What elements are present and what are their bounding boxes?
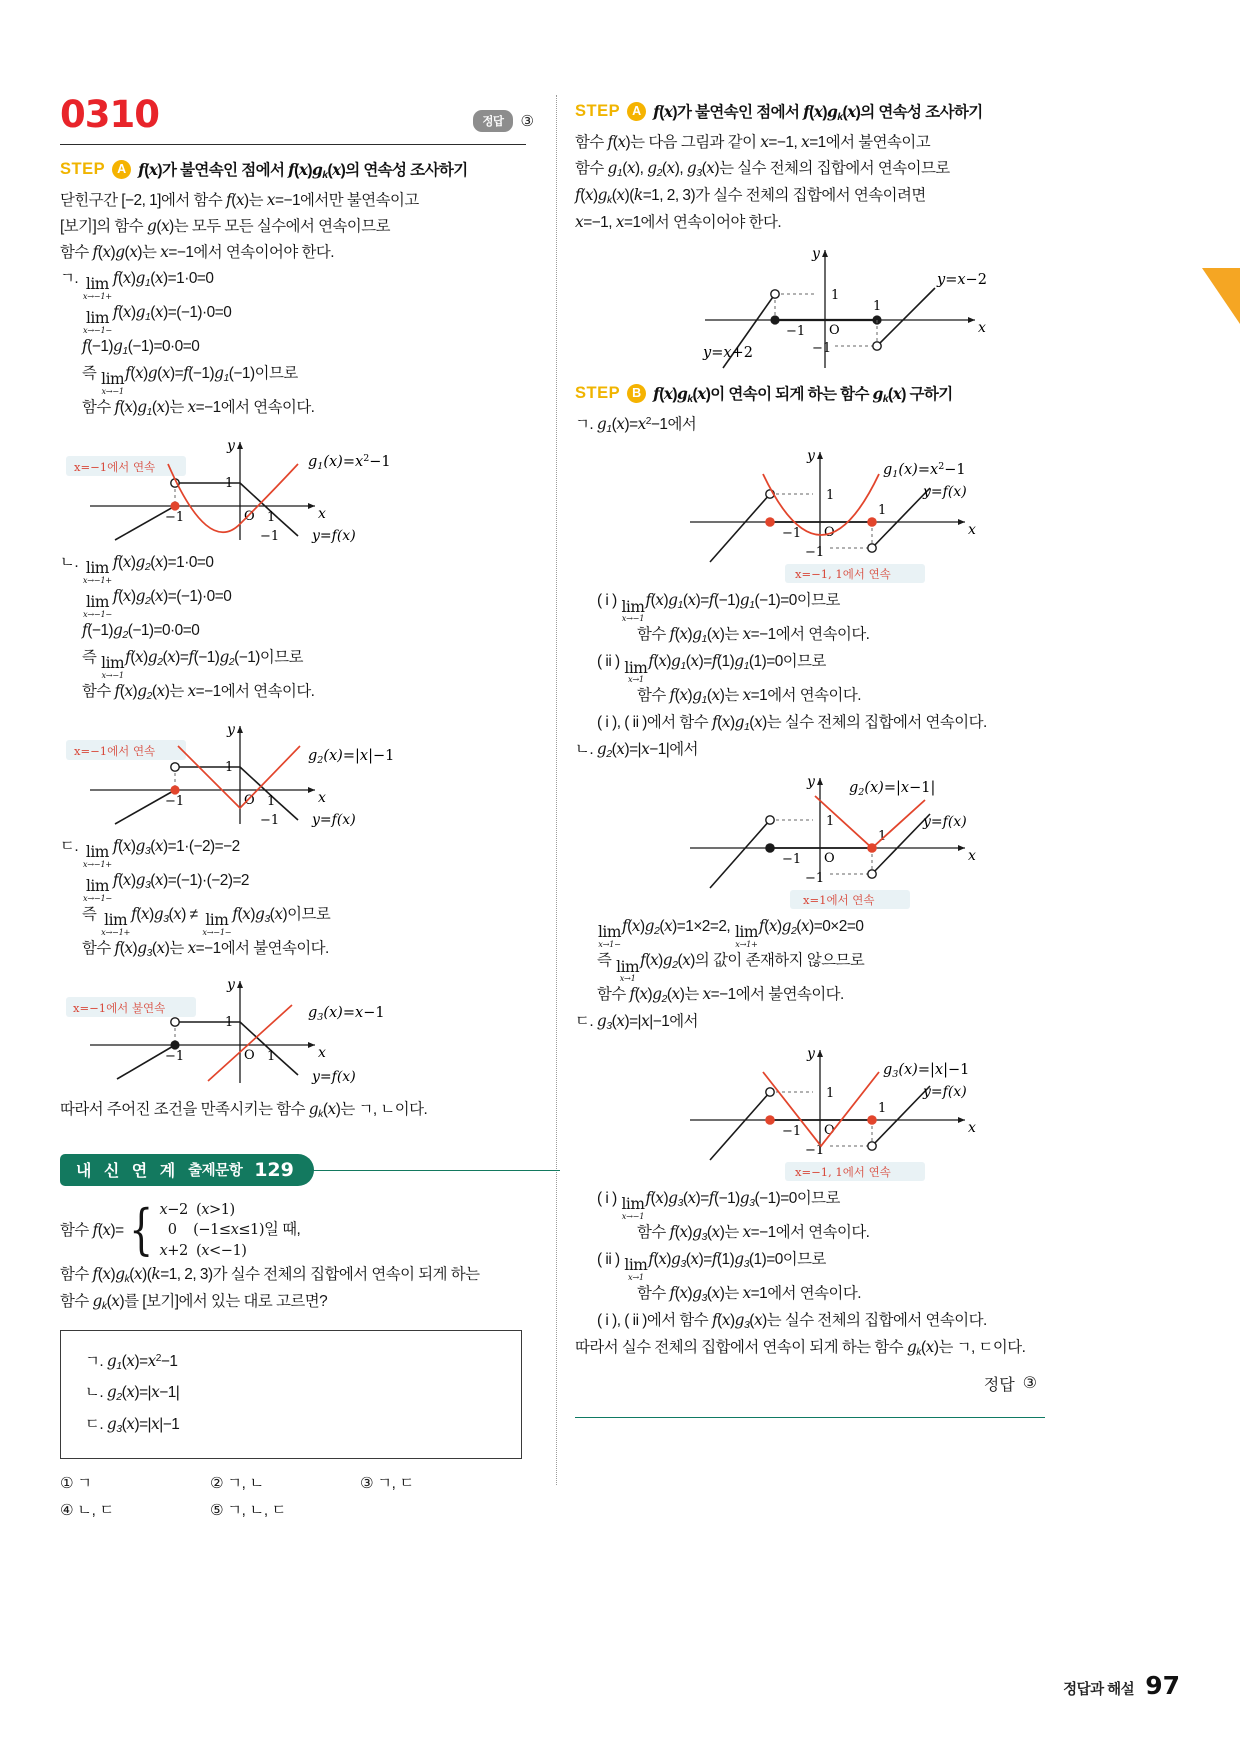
left-g3-line-4: 함수 $f(x)g_3(x)$는 x=−1에서 불연속이다.	[82, 938, 329, 959]
x-axis-label: x	[968, 522, 976, 539]
box-item-2: ㄴ. $g_2(x)=|x-1|$	[85, 1383, 180, 1404]
page-number: 97	[1145, 1671, 1180, 1700]
graph-right-g1	[635, 444, 1105, 584]
curve-label-g3: $g_3(x)=x-1$	[308, 1004, 385, 1023]
right-intro-2: 함수 $g_1(x)$, $g_2(x)$, $g_3(x)$는 실수 전체의 집합에서 연속이므로	[575, 158, 950, 179]
origin-label: O	[824, 1122, 835, 1138]
box-item-3: ㄷ. $g_3(x)=|x|-1$	[85, 1415, 180, 1436]
tick-1-x: 1	[878, 1100, 887, 1116]
f-label-g2: y=f(x)	[312, 811, 356, 828]
right-intro-4: x=−1, x=1에서 연속이어야 한다.	[575, 212, 782, 231]
callout-text: x=−1, 1에서 연속	[795, 567, 891, 582]
right-intro-1: 함수 f(x)는 다음 그림과 같이 x=−1, x=1에서 불연속이고	[575, 132, 931, 151]
left-g2-line-3: $f(-1)g_2(-1)=0\cdot 0=0$	[82, 620, 200, 641]
step-word: STEP	[575, 101, 621, 120]
tick-1-x: 1	[878, 829, 887, 845]
footer-label: 정답과 해설	[1063, 1682, 1135, 1698]
left-g2-line-2: lim x→−1− $f(x)g_2(x)=(-1)\cdot 0=0$	[83, 586, 232, 619]
step-word: STEP	[575, 383, 621, 402]
step-a-right	[575, 100, 1055, 123]
choice-3[interactable]: ③ ㄱ, ㄷ	[360, 1475, 414, 1493]
choice-5[interactable]: ⑤ ㄱ, ㄴ, ㄷ	[210, 1502, 287, 1520]
tick-neg1-left: −1	[165, 793, 185, 809]
right-g3-item-2: 함수 $f(x)g_3(x)$는 x=−1에서 연속이다.	[637, 1222, 870, 1243]
choice-2[interactable]: ② ㄱ, ㄴ	[210, 1475, 264, 1493]
tick-neg1-x: −1	[782, 1123, 802, 1139]
question-number: 0310	[60, 93, 159, 136]
question-header	[60, 93, 560, 142]
right-g1-item-2: 함수 $f(x)g_1(x)$는 x=−1에서 연속이다.	[637, 625, 870, 646]
related-problem	[60, 1200, 560, 1521]
left-g1-line-2: lim x→−1− $f(x)g_1(x)=(-1)\cdot 0=0$	[83, 302, 232, 335]
tick-1-left: 1	[225, 1014, 234, 1030]
x-axis-label: x	[318, 505, 326, 522]
y-axis-label: y	[227, 721, 235, 738]
problem-line-2: 함수 $f(x)g_k(x)(k=1$, 2, 3)가 실수 전체의 집합에서 연속이 되게 하는	[60, 1264, 480, 1285]
callout-text: x=1에서 연속	[803, 893, 875, 908]
step-bubble-b: B	[627, 384, 646, 403]
step-b-right	[575, 382, 1055, 405]
graph-left-g3	[60, 969, 460, 1089]
left-intro-3: 함수 f(x)g(x)는 x=−1에서 연속이어야 한다.	[60, 242, 335, 261]
banner-number: 129	[254, 1158, 294, 1181]
tick-1-y: 1	[826, 814, 835, 830]
left-g1-line-5: 함수 $f(x)g_1(x)$는 x=−1에서 연속이다.	[82, 397, 315, 418]
right-g2-item-2: 즉 lim x→1 $f(x)g_2(x)$의 값이 존재하지 않으므로	[597, 951, 865, 983]
curve-label-g1: $g_1(x)=x^2-1$	[308, 452, 391, 472]
tick-1-y: 1	[826, 1085, 835, 1101]
tick-1-x: 1	[873, 298, 882, 314]
graph-right-g3	[635, 1042, 1105, 1182]
right-g3-heading: ㄷ. $g_3(x)=|x|-1$에서	[575, 1012, 699, 1032]
callout-text: x=−1에서 연속	[74, 459, 156, 474]
x-axis-label: x	[968, 848, 976, 865]
origin-label: O	[244, 1047, 255, 1063]
origin-label: O	[824, 525, 835, 541]
origin-label: O	[244, 792, 255, 808]
curve-label-g2: $g_2(x)=|x-1|$	[849, 780, 936, 799]
problem-line-3: 함수 $g_k(x)$를 [보기]에서 있는 대로 고르면?	[60, 1291, 328, 1312]
f-label-g1: y=f(x)	[312, 527, 356, 544]
x-axis-label: x	[978, 319, 986, 336]
tick-neg1-y: −1	[805, 1142, 825, 1158]
x-axis-label: x	[318, 1044, 326, 1061]
tick-1-x: 1	[878, 503, 887, 519]
left-g2-line-4: 즉 lim x→−1 $f(x)g_2(x)=f(-1)g_2(-1)$이므로	[82, 647, 304, 680]
tick-1-right: 1	[267, 1048, 276, 1064]
right-g3-item-1: ( i ) lim x→−1 $f(x)g_3(x)=f(-1)g_3(-1)=0$이므로	[597, 1188, 840, 1221]
f-label-g3: y=f(x)	[923, 1083, 967, 1100]
left-intro-2: [보기]의 함수 g(x)는 모두 모든 실수에서 연속이므로	[60, 216, 391, 235]
label-y-x-minus-2: y=x−2	[937, 271, 987, 288]
related-problem-banner	[60, 1154, 560, 1190]
tick-neg1-x: −1	[782, 526, 802, 542]
right-g2-item-1: lim x→1− $f(x)g_2(x)=1\times 2=2$, lim x→1+ $f(x)g_2(x)=0\times 2=0$	[598, 917, 864, 949]
right-conclusion: 따라서 실수 전체의 집합에서 연속이 되게 하는 함수 $g_k(x)$는 ㄱ, ㄷ이다.	[575, 1337, 1026, 1358]
step-word: STEP	[60, 159, 106, 178]
y-axis-label: y	[227, 437, 235, 454]
right-intro-3: $f(x)g_k(x)(k=1$, 2, 3)가 실수 전체의 집합에서 연속이려면	[575, 185, 926, 206]
step-b-title: $f(x)g_k(x)$이 연속이 되게 하는 함수 $g_k(x)$ 구하기	[653, 383, 953, 405]
callout-text: x=−1, 1에서 연속	[795, 1164, 891, 1179]
origin-label: O	[824, 851, 835, 867]
y-axis-label: y	[807, 448, 815, 465]
left-g3-line-1: ㄷ. lim x→−1+ $f(x)g_3(x)=1\cdot(-2)=-2$	[60, 836, 240, 869]
tick-1-left: 1	[225, 475, 234, 491]
right-g2-item-3: 함수 $f(x)g_2(x)$는 x=−1에서 불연속이다.	[597, 985, 844, 1006]
graph-right-g2	[635, 770, 1105, 910]
left-conclusion: 따라서 주어진 조건을 만족시키는 함수 $g_k(x)$는 ㄱ, ㄴ이다.	[60, 1099, 428, 1120]
curve-label-g2: $g_2(x)=|x|-1$	[308, 747, 395, 766]
answer-label: 정답	[983, 1376, 1015, 1394]
right-column	[575, 100, 1055, 1418]
graph-left-g2	[60, 712, 460, 830]
tick-neg1-y: −1	[805, 545, 825, 561]
answer-badge-right	[575, 1372, 1037, 1395]
right-g1-item-5: ( i ), ( ii )에서 함수 $f(x)g_1(x)$는 실수 전체의 집합에서 연속이다.	[597, 713, 987, 734]
step-a-title: f(x)가 불연속인 점에서 $f(x)g_k(x)$의 연속성 조사하기	[138, 160, 468, 181]
y-axis-label: y	[812, 245, 820, 262]
answer-value: ③	[1022, 1375, 1037, 1393]
tick-neg1-y: −1	[812, 340, 832, 356]
problem-line-1	[60, 1200, 560, 1262]
tick-neg1-y: −1	[805, 871, 825, 887]
origin-label: O	[244, 508, 255, 524]
tick-1-right: 1	[267, 509, 276, 525]
answer-choices	[60, 1472, 560, 1520]
left-g2-line-1: ㄴ. lim x→−1+ $f(x)g_2(x)=1\cdot 0=0$	[60, 552, 214, 585]
right-g1-item-4: 함수 $f(x)g_1(x)$는 x=1에서 연속이다.	[637, 686, 861, 707]
left-column	[60, 93, 560, 1526]
banner-pill	[60, 1154, 314, 1186]
choices-reference-box	[60, 1330, 522, 1460]
header-rule	[60, 144, 526, 145]
banner-title-spaced: 내 신 연 계	[76, 1163, 180, 1181]
tick-1-right: 1	[267, 793, 276, 809]
tick-neg1-bottom: −1	[260, 812, 280, 828]
section-end-rule	[575, 1417, 1045, 1418]
left-g3-line-2: lim x→−1− $f(x)g_3(x)=(-1)\cdot(-2)=2$	[83, 870, 249, 903]
label-y-x-plus-2: y=x+2	[703, 344, 753, 361]
origin-label: O	[829, 322, 840, 338]
right-g1-heading: ㄱ. $g_1(x)=x^2-1$에서	[575, 414, 697, 435]
right-g2-heading: ㄴ. $g_2(x)=|x-1|$에서	[575, 740, 699, 761]
left-g2-line-5: 함수 $f(x)g_2(x)$는 x=−1에서 연속이다.	[82, 681, 315, 702]
tick-neg1-x: −1	[786, 323, 806, 339]
tick-1-left: 1	[225, 759, 234, 775]
brace-icon: {	[128, 1198, 153, 1262]
box-item-1: ㄱ. $g_1(x)=x^2-1$	[85, 1351, 178, 1372]
right-g3-item-3: ( ii ) lim x→1 $f(x)g_3(x)=f(1)g_3(1)=0$이므로	[597, 1249, 826, 1282]
step-a-title: f(x)가 불연속인 점에서 $f(x)g_k(x)$의 연속성 조사하기	[653, 102, 983, 123]
step-a-left	[60, 158, 560, 181]
curve-label-g1: $g_1(x)=x^2-1$	[883, 461, 966, 481]
page-footer	[1063, 1671, 1180, 1700]
right-g1-item-3: ( ii ) lim x→1 $f(x)g_1(x)=f(1)g_1(1)=0$이므로	[597, 652, 826, 685]
piece-row-2: 0 (−1≤x≤1)	[159, 1221, 265, 1239]
f-label-g3: y=f(x)	[312, 1068, 356, 1085]
tick-1-y: 1	[831, 287, 840, 303]
answer-value: ③	[520, 112, 534, 130]
curve-label-g3: $g_3(x)=|x|-1$	[883, 1061, 970, 1080]
page-corner-tab	[1202, 268, 1240, 324]
answer-label: 정답	[473, 110, 512, 132]
answer-badge-left	[473, 110, 534, 132]
graph-left-g1	[60, 428, 460, 546]
left-g1-line-3: $f(-1)g_1(-1)=0\cdot 0=0$	[82, 336, 200, 357]
f-label-g1: y=f(x)	[923, 484, 967, 501]
y-axis-label: y	[807, 1045, 815, 1062]
banner-title-plain: 출제문항	[188, 1163, 243, 1180]
tick-neg1-x: −1	[782, 852, 802, 868]
x-axis-label: x	[318, 789, 326, 806]
problem-lead-tail: 일 때,	[264, 1221, 301, 1239]
step-bubble-a: A	[112, 160, 131, 179]
tick-neg1-left: −1	[165, 1048, 185, 1064]
choice-4[interactable]: ④ ㄴ, ㄷ	[60, 1502, 114, 1520]
f-label-g2: y=f(x)	[923, 814, 967, 831]
x-axis-label: x	[968, 1119, 976, 1136]
tick-neg1-left: −1	[165, 509, 185, 525]
left-g3-line-3: 즉 lim x→−1+ $f(x)g_3(x)$ ≠ lim x→−1− $f(x)g_3(x)$이므로	[82, 904, 331, 937]
right-g3-item-5: ( i ), ( ii )에서 함수 $f(x)g_3(x)$는 실수 전체의 집합에서 연속이다.	[597, 1310, 987, 1331]
left-g1-line-4: 즉 lim x→−1 $f(x)g(x)=f(-1)g_1(-1)$이므로	[82, 363, 298, 396]
choice-1[interactable]: ① ㄱ	[60, 1475, 92, 1493]
left-g1-line-1: ㄱ. lim x→−1+ $f(x)g_1(x)=1\cdot 0=0$	[60, 268, 214, 301]
tick-1-y: 1	[826, 488, 835, 504]
graph-right-f	[645, 242, 1115, 374]
piece-row-3: x+2 (x<−1)	[159, 1242, 247, 1260]
y-axis-label: y	[227, 976, 235, 993]
banner-line	[288, 1170, 560, 1171]
y-axis-label: y	[807, 774, 815, 791]
piece-row-1: x−2 (x>1)	[159, 1200, 235, 1218]
callout-text: x=−1에서 연속	[74, 743, 156, 758]
piecewise-definition	[124, 1200, 264, 1262]
right-g3-item-4: 함수 $f(x)g_3(x)$는 x=1에서 연속이다.	[637, 1283, 861, 1304]
right-g1-item-1: ( i ) lim x→−1 $f(x)g_1(x)=f(-1)g_1(-1)=0$이므로	[597, 591, 840, 624]
step-bubble-a: A	[627, 102, 646, 121]
tick-neg1-bottom: −1	[260, 528, 280, 544]
left-intro-1: 닫힌구간 [−2, 1]에서 함수 f(x)는 x=−1에서만 불연속이고	[60, 190, 419, 209]
callout-text: x=−1에서 불연속	[73, 1000, 166, 1015]
problem-lead: 함수 f(x)=	[60, 1220, 124, 1239]
